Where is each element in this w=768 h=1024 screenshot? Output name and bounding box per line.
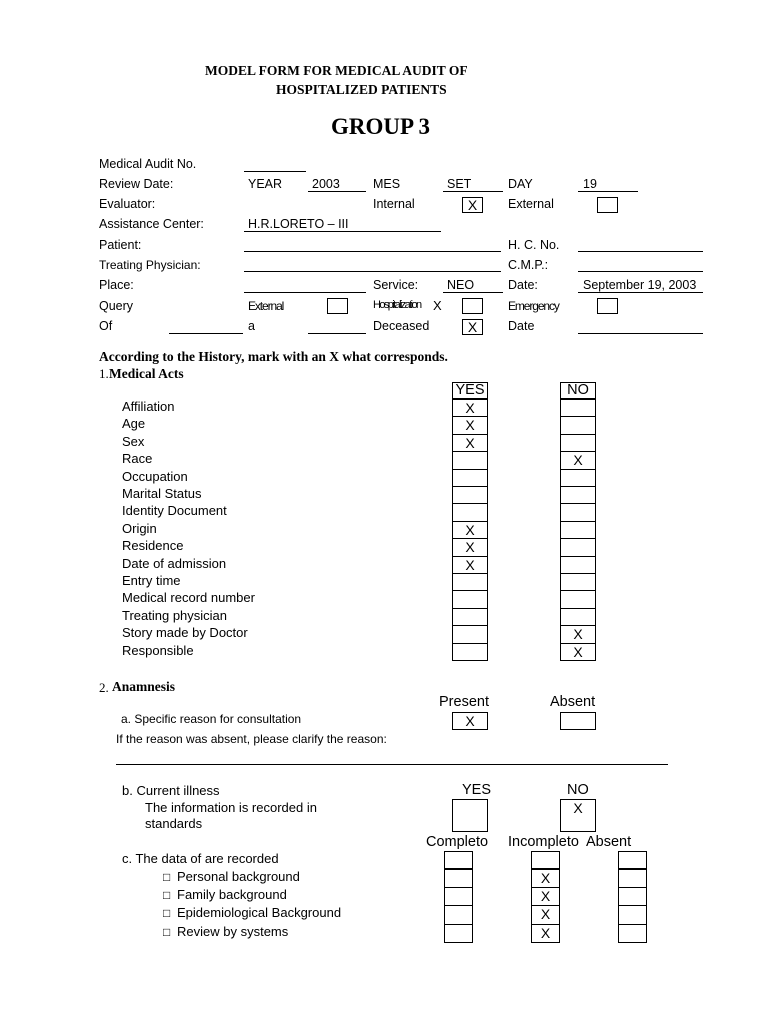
medical-act-no-checkbox[interactable] [560, 521, 596, 539]
a-label: a [248, 319, 255, 333]
medical-act-label: Medical record number [122, 590, 255, 606]
background-complete-checkbox[interactable] [444, 887, 473, 906]
physician-label: Treating Physician: [99, 258, 201, 272]
medical-act-no-checkbox[interactable] [560, 538, 596, 556]
background-complete-checkbox[interactable] [444, 924, 473, 943]
day-label: DAY [508, 177, 533, 191]
deceased-label: Deceased [373, 319, 430, 333]
medical-act-no-checkbox[interactable] [560, 556, 596, 574]
query-external-checkbox[interactable] [327, 298, 348, 314]
medical-act-no-checkbox[interactable] [560, 590, 596, 608]
data-header-incompleto-cell [531, 851, 560, 869]
patient-field[interactable] [244, 251, 501, 252]
medical-act-label: Origin [122, 520, 157, 536]
medical-act-no-checkbox[interactable] [560, 573, 596, 591]
background-absent-checkbox[interactable] [618, 887, 647, 906]
query-hospitalization-label: Hospitalization [373, 299, 421, 311]
cmp-label: C.M.P.: [508, 258, 549, 272]
section2-title: Anamnesis [112, 679, 176, 694]
date2-field[interactable] [578, 333, 703, 334]
background-item-label: Personal background [177, 869, 300, 884]
medical-act-label: Entry time [122, 573, 181, 588]
evaluator-label: Evaluator: [99, 197, 156, 211]
year-label: YEAR [248, 177, 283, 191]
background-item-label: Epidemiological Background [177, 905, 342, 921]
data-header-absent-cell [618, 851, 647, 869]
current-illness-no-header: NO [567, 782, 589, 798]
query-label: Query [99, 299, 134, 313]
medical-act-no-checkbox[interactable]: X [560, 625, 596, 643]
physician-field[interactable] [244, 271, 501, 272]
data-header-completo-cell [444, 851, 473, 869]
data-recorded-label: c. The data of are recorded [122, 851, 279, 866]
absent-header: Absent [550, 694, 596, 710]
medical-act-yes-checkbox[interactable] [452, 451, 488, 469]
medical-act-yes-checkbox[interactable]: X [452, 434, 488, 452]
medical-act-label: Residence [122, 538, 184, 554]
medical-act-no-checkbox[interactable]: X [560, 643, 596, 661]
absent2-header: Absent [586, 834, 632, 850]
day-field[interactable] [578, 191, 638, 192]
background-absent-checkbox[interactable] [618, 905, 647, 924]
date-field[interactable] [578, 292, 703, 293]
medical-act-label: Race [122, 451, 153, 467]
current-illness-text-line1: The information is recorded in [145, 800, 317, 815]
medical-act-yes-checkbox[interactable] [452, 503, 488, 521]
hc-label: H. C. No. [508, 238, 560, 252]
medical-act-yes-checkbox[interactable]: X [452, 538, 488, 556]
medical-act-no-checkbox[interactable] [560, 416, 596, 434]
date-value: September 19, 2003 [583, 278, 697, 292]
yes-column-header: YES [452, 382, 488, 399]
year-field[interactable] [308, 191, 366, 192]
background-incomplete-checkbox[interactable]: X [531, 905, 560, 924]
completo-header: Completo [426, 834, 489, 850]
internal-checkbox[interactable]: X [462, 197, 483, 213]
clarify-reason-label: If the reason was absent, please clarify the reason: [116, 732, 387, 746]
cmp-field[interactable] [578, 271, 703, 272]
internal-label: Internal [373, 197, 415, 211]
current-illness-label: b. Current illness [122, 783, 220, 798]
incompleto-header: Incompleto [508, 834, 579, 850]
query-emergency-checkbox[interactable] [597, 298, 618, 314]
medical-act-yes-checkbox[interactable]: X [452, 416, 488, 434]
background-item-label: Family background [177, 887, 287, 903]
medical-act-yes-checkbox[interactable]: X [452, 521, 488, 539]
hc-field[interactable] [578, 251, 703, 252]
assistance-center-field[interactable] [244, 231, 441, 232]
instruction-text: According to the History, mark with an X what corresponds. [99, 349, 448, 364]
current-illness-yes-header: YES [462, 782, 492, 798]
background-incomplete-checkbox[interactable]: X [531, 869, 560, 888]
specific-reason-present-checkbox[interactable]: X [452, 712, 488, 730]
medical-act-label: Affiliation [122, 399, 175, 414]
form-title-line2: HOSPITALIZED PATIENTS [276, 82, 447, 97]
medical-act-label: Identity Document [122, 503, 227, 519]
service-value: NEO [447, 278, 475, 292]
background-complete-checkbox[interactable] [444, 905, 473, 924]
bullet-icon: □ [163, 924, 171, 939]
query-emergency-label: Emergency [508, 299, 559, 313]
patient-label: Patient: [99, 238, 142, 252]
background-incomplete-checkbox[interactable]: X [531, 887, 560, 906]
query-external-label: External [248, 299, 284, 313]
place-field[interactable] [244, 292, 366, 293]
query-hospitalization-x: X [433, 298, 442, 313]
mes-field[interactable] [443, 191, 503, 192]
group-heading: GROUP 3 [331, 114, 431, 139]
audit-no-label: Medical Audit No. [99, 157, 197, 171]
background-absent-checkbox[interactable] [618, 869, 647, 888]
medical-act-no-checkbox[interactable] [560, 469, 596, 487]
deceased-checkbox[interactable]: X [462, 319, 483, 335]
specific-reason-absent-checkbox[interactable] [560, 712, 596, 730]
assistance-center-label: Assistance Center: [99, 217, 204, 231]
place-label: Place: [99, 278, 134, 292]
medical-act-label: Age [122, 416, 146, 432]
medical-act-yes-checkbox[interactable]: X [452, 556, 488, 574]
medical-act-no-checkbox[interactable] [560, 608, 596, 626]
no-column-header: NO [560, 382, 596, 399]
background-absent-checkbox[interactable] [618, 924, 647, 943]
bullet-icon: □ [163, 870, 171, 884]
background-incomplete-checkbox[interactable]: X [531, 924, 560, 943]
medical-act-no-checkbox[interactable] [560, 399, 596, 417]
bullet-icon: □ [163, 906, 171, 921]
medical-act-no-checkbox[interactable]: X [560, 451, 596, 469]
current-illness-yes-checkbox[interactable] [452, 799, 488, 832]
clarify-reason-field[interactable] [116, 764, 668, 765]
medical-act-yes-checkbox[interactable] [452, 625, 488, 643]
medical-act-yes-checkbox[interactable] [452, 608, 488, 626]
medical-act-yes-checkbox[interactable] [452, 486, 488, 504]
medical-act-label: Responsible [122, 642, 194, 658]
medical-act-yes-checkbox[interactable]: X [452, 399, 488, 417]
a-field[interactable] [308, 333, 366, 334]
year-value: 2003 [312, 177, 340, 191]
medical-act-no-checkbox[interactable] [560, 486, 596, 504]
form-title-line1: MODEL FORM FOR MEDICAL AUDIT OF [205, 63, 468, 78]
medical-act-no-checkbox[interactable] [560, 434, 596, 452]
date2-label: Date [508, 319, 535, 333]
section2-number: 2. [99, 680, 109, 695]
medical-act-label: Treating physician [122, 607, 228, 623]
service-field[interactable] [443, 292, 503, 293]
background-complete-checkbox[interactable] [444, 869, 473, 888]
date-label: Date: [508, 278, 538, 292]
medical-act-label: Sex [122, 433, 145, 449]
current-illness-text-line2: standards [145, 816, 203, 831]
medical-act-yes-checkbox[interactable] [452, 469, 488, 487]
review-date-label: Review Date: [99, 177, 174, 191]
medical-act-label: Story made by Doctor [122, 625, 248, 641]
day-value: 19 [583, 177, 597, 191]
section1-number: 1. [99, 366, 109, 381]
query-hospitalization-checkbox[interactable] [462, 298, 483, 314]
of-field[interactable] [169, 333, 243, 334]
medical-act-yes-checkbox[interactable] [452, 573, 488, 591]
external-label: External [508, 197, 554, 211]
medical-act-yes-checkbox[interactable] [452, 643, 488, 661]
section1-title: Medical Acts [109, 366, 184, 381]
medical-act-label: Marital Status [122, 486, 202, 501]
bullet-icon: □ [163, 888, 171, 903]
current-illness-no-checkbox[interactable]: X [560, 799, 596, 832]
background-item-label: Review by systems [177, 923, 289, 939]
external-checkbox[interactable] [597, 197, 618, 213]
medical-act-label: Occupation [122, 468, 188, 484]
mes-label: MES [373, 177, 401, 191]
audit-no-field[interactable] [244, 171, 306, 172]
medical-act-no-checkbox[interactable] [560, 503, 596, 521]
medical-act-yes-checkbox[interactable] [452, 590, 488, 608]
mes-value: SET [447, 177, 472, 191]
medical-act-label: Date of admission [122, 555, 227, 571]
present-header: Present [439, 694, 489, 710]
assistance-center-value: H.R.LORETO – III [248, 217, 349, 231]
specific-reason-label: a. Specific reason for consultation [121, 712, 302, 726]
service-label: Service: [373, 278, 419, 292]
of-label: Of [99, 319, 113, 333]
